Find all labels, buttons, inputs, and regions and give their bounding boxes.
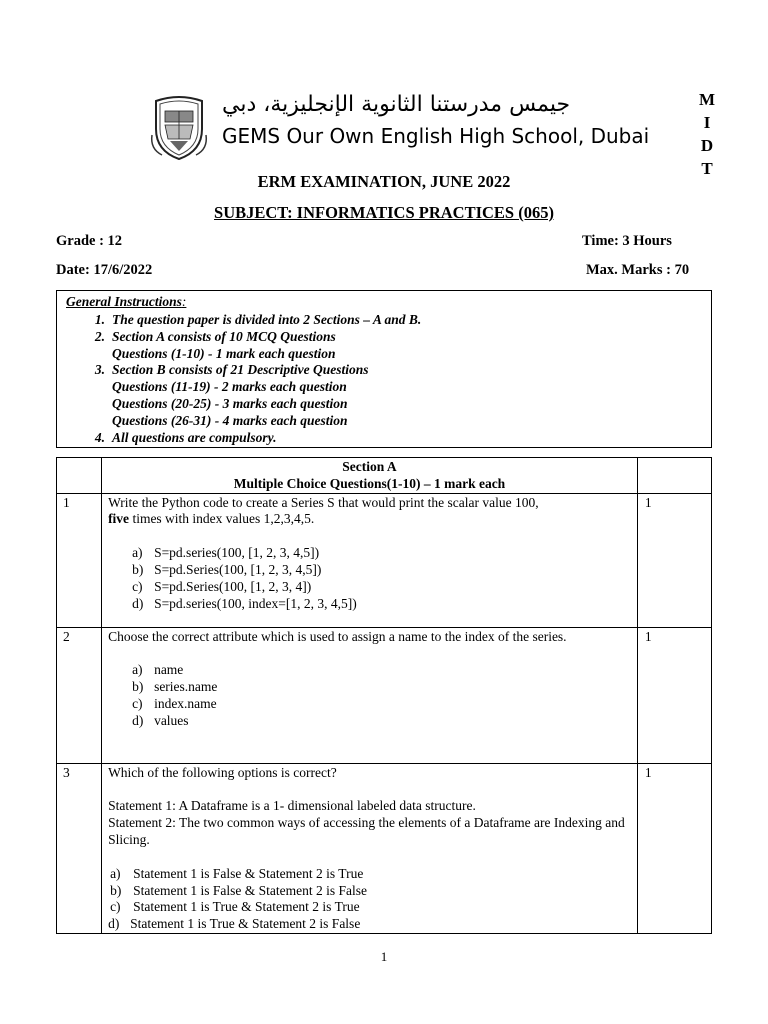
school-crest-logo bbox=[148, 95, 210, 161]
option-label: b) bbox=[132, 561, 144, 577]
question-body bbox=[102, 627, 638, 763]
option-text: S=pd.Series(100, [1, 2, 3, 4]) bbox=[154, 578, 312, 594]
option-label: c) bbox=[132, 695, 143, 711]
school-name-arabic: جيمس مدرستنا الثانوية الإنجليزية، دبي bbox=[222, 92, 571, 117]
option-label: c) bbox=[132, 578, 143, 594]
question-marks: 1 bbox=[637, 627, 711, 763]
option-item bbox=[108, 545, 637, 562]
option-text: index.name bbox=[154, 695, 217, 711]
option-item bbox=[108, 562, 637, 579]
date-label: Date: 17/6/2022 bbox=[56, 262, 153, 278]
instruction-text: Section B consists of 21 Descriptive Questions bbox=[112, 362, 369, 377]
question-number: 1 bbox=[57, 493, 102, 627]
question-row bbox=[57, 763, 712, 933]
instruction-text: Questions (20-25) - 3 marks each question bbox=[112, 396, 348, 411]
option-text: Statement 1 is False & Statement 2 is True bbox=[133, 865, 364, 881]
question-text bbox=[108, 495, 637, 529]
table-cell-empty bbox=[637, 458, 711, 494]
question-table bbox=[56, 457, 712, 934]
option-label: b) bbox=[132, 679, 144, 695]
grade-label: Grade : 12 bbox=[56, 233, 123, 249]
instructions-title: General Instructions bbox=[66, 294, 182, 309]
section-header-row bbox=[57, 458, 712, 494]
question-row bbox=[57, 627, 712, 763]
side-code-vertical bbox=[696, 88, 718, 180]
option-item bbox=[108, 883, 637, 900]
question-text: Which of the following options is correct? bbox=[108, 764, 337, 780]
option-list bbox=[108, 662, 637, 729]
question-marks: 1 bbox=[637, 763, 711, 933]
instructions-heading bbox=[66, 294, 186, 311]
instruction-text: Questions (11-19) - 2 marks each question bbox=[112, 379, 347, 394]
option-text: S=pd.Series(100, [1, 2, 3, 4,5]) bbox=[154, 561, 322, 577]
option-text: Statement 1 is True & Statement 2 is True bbox=[133, 899, 360, 915]
option-item bbox=[108, 596, 637, 613]
statement-2: Statement 2: The two common ways of accessing the elements of a Dataframe are Indexing and Slicing. bbox=[108, 815, 625, 847]
section-subtitle: Multiple Choice Questions(1-10) – 1 mark each bbox=[233, 475, 506, 491]
question-number: 2 bbox=[57, 627, 102, 763]
option-label: a) bbox=[132, 662, 143, 678]
general-instructions-box bbox=[56, 290, 712, 448]
option-item bbox=[108, 713, 637, 730]
option-list bbox=[108, 866, 637, 933]
question-text-part: times with index values 1,2,3,4,5. bbox=[129, 511, 315, 527]
option-text: Statement 1 is False & Statement 2 is False bbox=[133, 882, 368, 898]
option-item bbox=[108, 916, 637, 933]
instruction-text: All questions are compulsory. bbox=[112, 430, 277, 445]
option-item bbox=[108, 662, 637, 679]
option-label: a) bbox=[110, 865, 121, 881]
instruction-text: Questions (26-31) - 4 marks each question bbox=[112, 413, 348, 428]
section-title: Section A bbox=[342, 459, 397, 474]
option-text: S=pd.series(100, index=[1, 2, 3, 4,5]) bbox=[154, 595, 357, 611]
question-body bbox=[102, 763, 638, 933]
side-code-letter: T bbox=[701, 159, 713, 178]
option-text: Statement 1 is True & Statement 2 is False bbox=[130, 916, 361, 932]
option-text: values bbox=[154, 712, 189, 728]
table-cell-empty bbox=[57, 458, 102, 494]
question-text-bold: five bbox=[108, 511, 130, 527]
option-list bbox=[108, 545, 637, 612]
option-label: d) bbox=[132, 595, 144, 611]
option-item bbox=[108, 579, 637, 596]
instruction-text: The question paper is divided into 2 Sections – A and B. bbox=[112, 312, 422, 327]
option-item bbox=[108, 866, 637, 883]
instruction-number: 4. bbox=[94, 430, 105, 445]
instruction-number: 1. bbox=[94, 312, 105, 327]
instruction-number: 3. bbox=[94, 362, 105, 377]
option-item bbox=[108, 696, 637, 713]
side-code-letter: M bbox=[698, 90, 716, 109]
exam-title: ERM EXAMINATION, JUNE 2022 bbox=[257, 172, 511, 191]
option-label: d) bbox=[108, 916, 120, 932]
option-item bbox=[108, 679, 637, 696]
instructions-title-colon: : bbox=[181, 294, 187, 309]
option-text: series.name bbox=[154, 679, 218, 695]
question-marks: 1 bbox=[637, 493, 711, 627]
side-code-letter: I bbox=[703, 113, 711, 132]
side-code-letter: D bbox=[700, 136, 714, 155]
page-number: 1 bbox=[380, 949, 388, 964]
question-text-part: Write the Python code to create a Series S that would print the scalar value 100, bbox=[108, 494, 539, 510]
option-text: S=pd.series(100, [1, 2, 3, 4,5]) bbox=[154, 545, 320, 561]
option-label: a) bbox=[132, 545, 143, 561]
question-row bbox=[57, 493, 712, 627]
option-label: d) bbox=[132, 712, 144, 728]
school-name-english: GEMS Our Own English High School, Dubai bbox=[222, 124, 650, 148]
time-label: Time: 3 Hours bbox=[582, 233, 672, 249]
option-label: b) bbox=[110, 882, 122, 898]
option-item bbox=[108, 899, 637, 916]
instruction-text: Questions (1-10) - 1 mark each question bbox=[112, 346, 336, 361]
section-header-cell bbox=[102, 458, 638, 494]
instruction-text: Section A consists of 10 MCQ Questions bbox=[112, 329, 336, 344]
question-number: 3 bbox=[57, 763, 102, 933]
question-text: Choose the correct attribute which is used to assign a name to the index of the series. bbox=[108, 628, 567, 644]
statement-1: Statement 1: A Dataframe is a 1- dimensional labeled data structure. bbox=[108, 798, 476, 814]
question-body bbox=[102, 493, 638, 627]
instruction-number: 2. bbox=[94, 329, 105, 344]
option-text: name bbox=[154, 662, 184, 678]
option-label: c) bbox=[110, 899, 121, 915]
max-marks-label: Max. Marks : 70 bbox=[586, 262, 690, 278]
subject-title: SUBJECT: INFORMATICS PRACTICES (065) bbox=[214, 203, 554, 222]
